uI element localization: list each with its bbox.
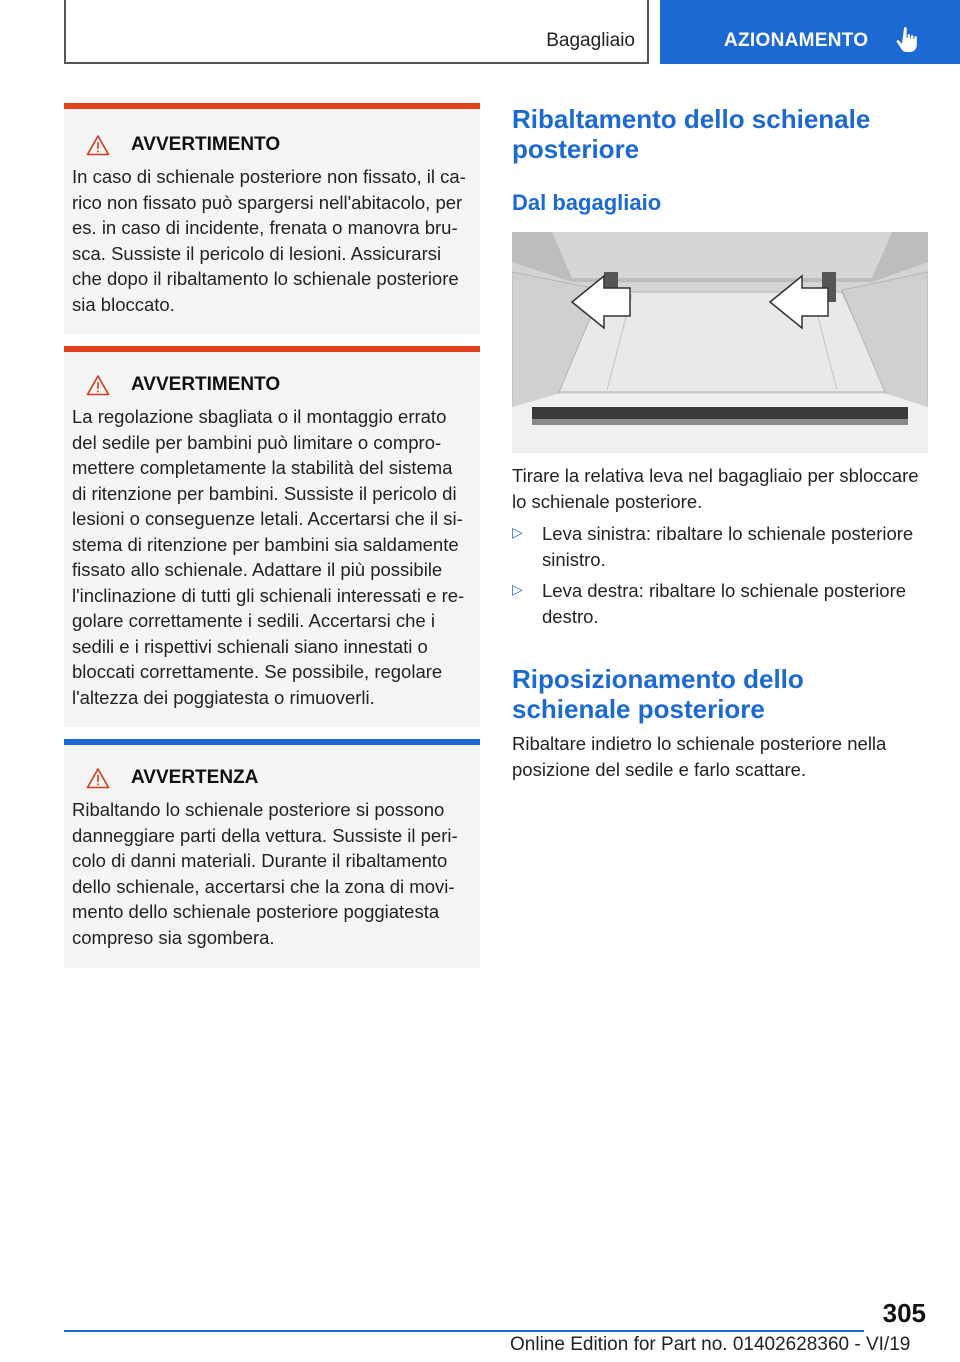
trunk-illustration xyxy=(512,232,928,453)
caution-bar xyxy=(64,739,480,745)
warning-bar xyxy=(64,346,480,352)
warning-heading xyxy=(86,134,280,156)
caution-heading xyxy=(86,767,258,789)
list-item-text: Leva sinistra: ribaltare lo schienale posteriore sinistro. xyxy=(542,523,914,570)
page-number: 305 xyxy=(882,1298,926,1328)
footer-edition: Online Edition for Part no. 01402628360 - VI/19 xyxy=(510,1334,911,1355)
section-heading-fold: Ribaltamento dello schienale posteriore xyxy=(512,104,871,164)
header-chapter-title: AZIONAMENTO xyxy=(724,30,869,51)
warning-triangle-icon xyxy=(86,374,110,396)
reposition-paragraph: Ribaltare indietro lo schienale posteriore nella posizione del sedile e farlo scattare. xyxy=(512,733,887,780)
intro-paragraph: Tirare la relativa leva nel bagagliaio per sbloccare lo schienale posteriore. xyxy=(512,465,919,512)
trunk-photo xyxy=(512,232,928,453)
bullet-triangle-icon: ▷ xyxy=(512,581,523,597)
warning-heading xyxy=(86,374,280,396)
bullet-triangle-icon: ▷ xyxy=(512,524,523,540)
caution-text: Ribaltando lo schienale posteriore si possono danneggiare parti della vettura. Sussiste il peri- colo di danni materiali. Durante il ribaltamento dello schienale, accertarsi che la zona di movi- mento dello schienale posteriore poggiatesta compreso sia sgombera. xyxy=(72,799,458,948)
warning-triangle-icon xyxy=(86,134,110,156)
warning-text: In caso di schienale posteriore non fissato, il ca- rico non fissato può spargersi nell'abitacolo, per es. in caso di incidente, frenata o manovra bru- sca. Sussiste il pericolo di lesioni. Assicurarsi che dopo il ribaltamento lo schienale posteriore sia bloccato. xyxy=(72,166,466,315)
warning-box-2 xyxy=(64,346,480,727)
section-heading-reposition: Riposizionamento dello schienale posteriore xyxy=(512,664,804,724)
warning-text: La regolazione sbagliata o il montaggio errato del sedile per bambini può limitare o compro- mettere completamente la stabilità del sistema di ritenzione per bambini. Sussiste il pericolo di lesioni o conseguenze letali. Accertarsi che il si- stema di ritenzione per bambini sia saldamente fissato allo schienale. Adattare il più possibile l'inclinazione di tutti gli schienali interessati e re- golare correttamente i sedili. Accertarsi che i sedili e i rispettivi schienali siano innestati o bloccati correttamente. Se possibile, regolare l'altezza dei poggiatesta o rimuoverli. xyxy=(72,406,465,708)
caution-title: AVVERTENZA xyxy=(131,767,259,788)
header-section-title: Bagagliaio xyxy=(546,30,635,51)
warning-title: AVVERTIMENTO xyxy=(131,134,281,155)
warning-triangle-icon xyxy=(86,767,110,789)
footer-rule xyxy=(64,1330,864,1332)
list-item-text: Leva destra: ribaltare lo schienale posteriore destro. xyxy=(542,580,907,627)
warning-bar xyxy=(64,103,480,109)
caution-box xyxy=(64,739,480,968)
warning-title: AVVERTIMENTO xyxy=(131,374,281,395)
hand-pointer-icon xyxy=(896,26,922,54)
header-chapter-tab xyxy=(660,0,960,64)
warning-box-1 xyxy=(64,103,480,334)
header-section-box xyxy=(64,0,649,64)
subheading-from-trunk: Dal bagagliaio xyxy=(512,190,662,215)
